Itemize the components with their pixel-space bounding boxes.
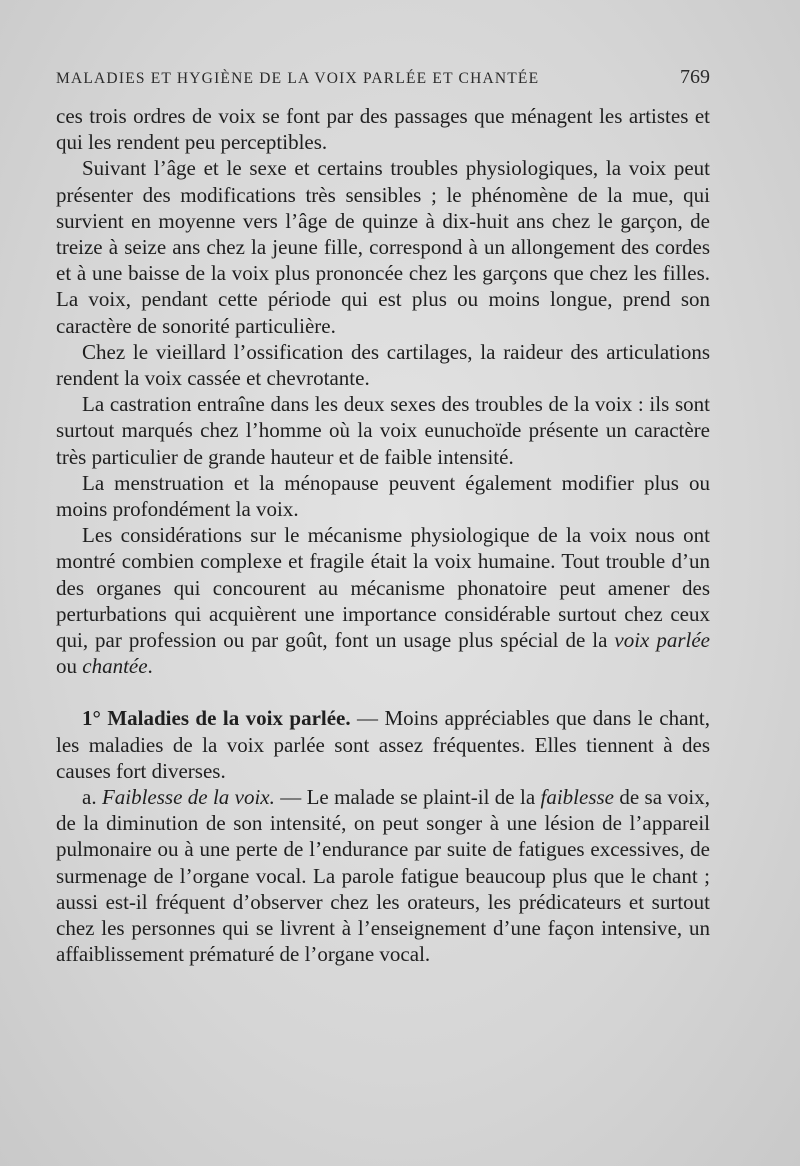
- paragraph-1: ces trois ordres de voix se font par des passages que ménagent les artistes et qui les rendent peu perceptibles.: [56, 104, 710, 155]
- paragraph-6-mid: ou: [56, 654, 83, 679]
- term-faiblesse: faiblesse: [540, 785, 615, 810]
- section-title: 1° Maladies de la voix parlée.: [82, 706, 351, 731]
- running-head: [56, 66, 710, 89]
- paragraph-6: [56, 522, 710, 679]
- paragraph-2: Suivant l’âge et le sexe et certains troubles physiologiques, la voix peut présenter des modifications très sensibles ; le phénomène de la mue, qui survient en moyenne vers l’âge de quinze à dix-huit ans chez le garçon, de treize à seize ans chez la jeune fille, correspond à un allongement des cordes et à une baisse de la voix plus prononcée chez les garçons que chez les filles. La voix, pendant cette période qui est plus ou moins longue, prend son caractère de sonorité particulière.: [56, 156, 710, 338]
- paragraph-7: [56, 705, 710, 784]
- paragraph-8-prefix: a.: [82, 785, 102, 810]
- term-voix-parlee: voix parlée: [614, 628, 711, 653]
- paragraph-6-end: .: [147, 654, 153, 679]
- running-title: MALADIES ET HYGIÈNE DE LA VOIX PARLÉE ET CHANTÉE: [56, 70, 540, 87]
- paragraph-8-text-2: de sa voix, de la diminution de son intensité, on peut songer à une lésion de l’appareil pulmonaire ou à une perte de l’endurance par suite de fatigues excessives, de surmenage de l’organe vocal. La parole fatigue beaucoup plus que le chant ; aussi est-il fréquent d’observer chez les orateurs, les prédicateurs et surtout chez les personnes qui se livrent à l’enseignement d’une façon intensive, un affaiblissement prématuré de l’organe vocal.: [56, 785, 710, 967]
- paragraph-4: La castration entraîne dans les deux sexes des troubles de la voix : ils sont surtout marqués chez l’homme où la voix eunuchoïde présente un caractère très particulier de grande hauteur et de faible intensité.: [56, 392, 710, 469]
- page-number: 769: [680, 66, 710, 88]
- subsection-title: Faiblesse de la voix.: [101, 785, 275, 810]
- paragraph-6-text: Les considérations sur le mécanisme physiologique de la voix nous ont montré combien complexe et fragile était la voix humaine. Tout trouble d’un des organes qui concourent au mécanisme phonatoire peut amener des perturbations qui acquièrent une importance considérable surtout chez ceux qui, par profession ou par goût, font un usage plus spécial de la: [56, 523, 710, 653]
- body-text: [56, 103, 710, 968]
- section-gap: [56, 679, 710, 705]
- paragraph-8-text-1: — Le malade se plaint-il de la: [274, 785, 541, 810]
- paragraph-3: Chez le vieillard l’ossification des cartilages, la raideur des articulations rendent la voix cassée et chevrotante.: [56, 339, 710, 391]
- paragraph-8: [56, 784, 710, 967]
- term-chantee: chantée: [82, 654, 148, 679]
- paragraph-7-text: — Moins appréciables que dans le chant, les maladies de la voix parlée sont assez fréquentes. Elles tiennent à des causes fort diverses.: [56, 706, 710, 783]
- paragraph-5: La menstruation et la ménopause peuvent également modifier plus ou moins profondément la voix.: [56, 470, 710, 522]
- document-page: [56, 66, 710, 968]
